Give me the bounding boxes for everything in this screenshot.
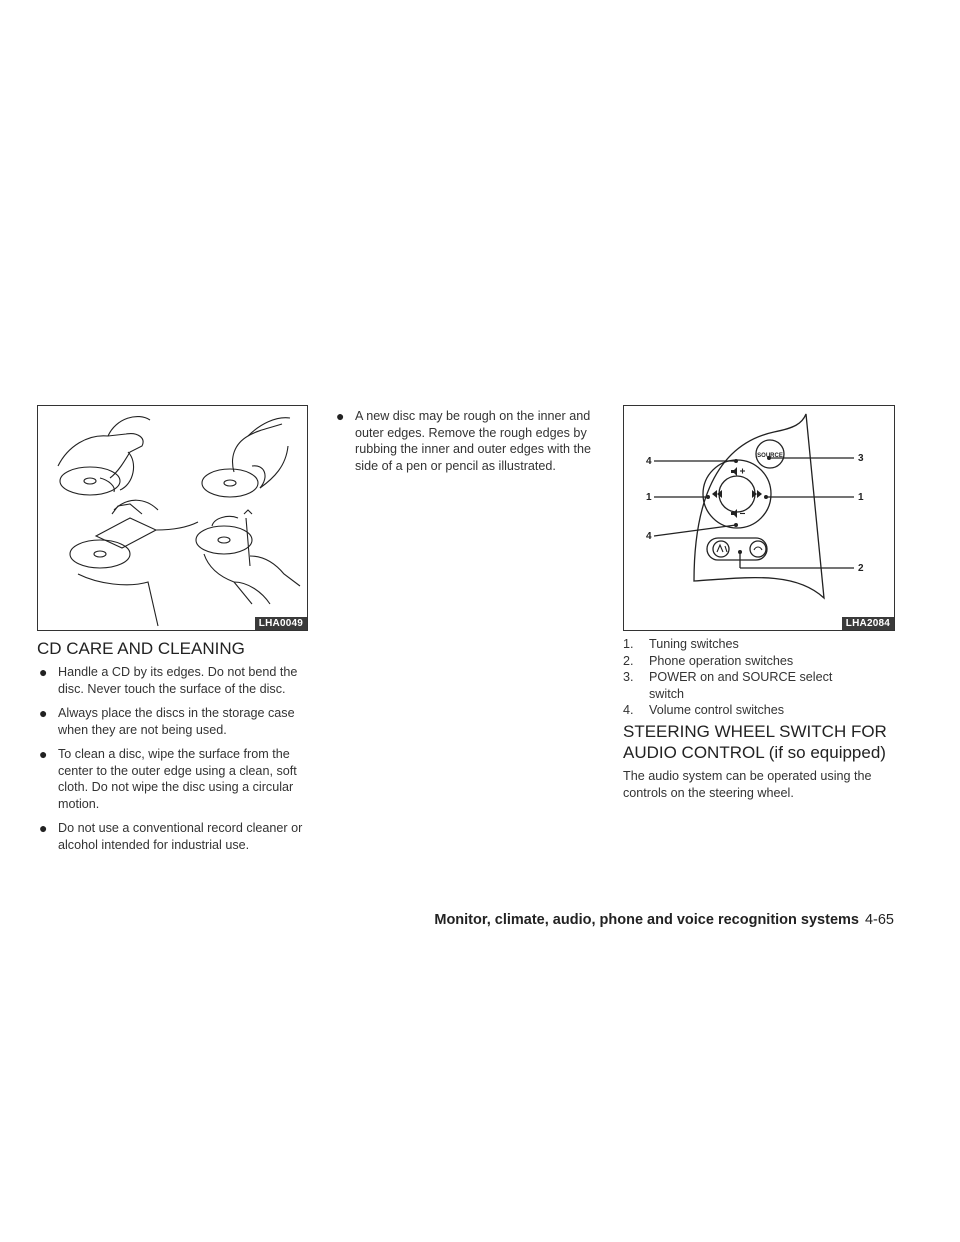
- figure-code: LHA0049: [255, 617, 307, 630]
- cd-handling-illustration: [38, 406, 306, 629]
- list-item: 2. Phone operation switches: [623, 653, 794, 668]
- bullet-icon: ●: [39, 664, 48, 680]
- list-item: ● Do not use a conventional record cleaner or alcohol intended for industrial use.: [39, 820, 303, 852]
- cd-care-title: CD CARE AND CLEANING: [37, 639, 245, 658]
- callout-label: 4: [646, 531, 652, 542]
- bullet-icon: ●: [336, 408, 345, 424]
- callout-label: 1: [858, 492, 864, 503]
- steering-body: The audio system can be operated using the controls on the steering wheel.: [623, 769, 872, 800]
- figure-code: LHA2084: [842, 617, 894, 630]
- bullet-icon: ●: [39, 746, 48, 762]
- list-item: ● Always place the discs in the storage case when they are not being used.: [39, 705, 295, 737]
- steering-switch-figure: [623, 405, 895, 631]
- cd-care-figure: [37, 405, 308, 631]
- cd-care-list: [37, 664, 309, 861]
- page-number: 4-65: [864, 912, 894, 928]
- list-item: ● A new disc may be rough on the inner and outer edges. Remove the rough edges by rubbing the inner and outer edges with the side of a pen or pencil as illustrated.: [336, 408, 591, 473]
- list-item: 3. POWER on and SOURCE select switch: [623, 670, 833, 701]
- list-item: ● Handle a CD by its edges. Do not bend the disc. Never touch the surface of the disc.: [39, 664, 298, 696]
- bullet-icon: ●: [39, 705, 48, 721]
- steering-switch-diagram: [624, 406, 893, 629]
- bullet-icon: ●: [39, 820, 48, 836]
- source-button-label: SOURCE: [757, 453, 783, 459]
- footer-section: Monitor, climate, audio, phone and voice recognition systems: [434, 912, 859, 928]
- list-item: 4. Volume control switches: [623, 703, 785, 718]
- callout-label: 4: [646, 456, 652, 467]
- switch-housing: [694, 414, 824, 598]
- steering-title: STEERING WHEEL SWITCH FOR AUDIO CONTROL (if so equipped): [623, 722, 887, 762]
- callout-label: 2: [858, 563, 864, 574]
- page-footer: [434, 912, 894, 928]
- callout-label: 3: [858, 453, 864, 464]
- list-item: ● To clean a disc, wipe the surface from the center to the outer edge using a clean, soft cloth. Do not wipe the disc using a circular motion.: [39, 746, 297, 811]
- middle-list: [334, 408, 606, 482]
- list-item: 1. Tuning switches: [623, 637, 739, 651]
- callout-label: 1: [646, 492, 652, 503]
- switch-list: [623, 636, 895, 719]
